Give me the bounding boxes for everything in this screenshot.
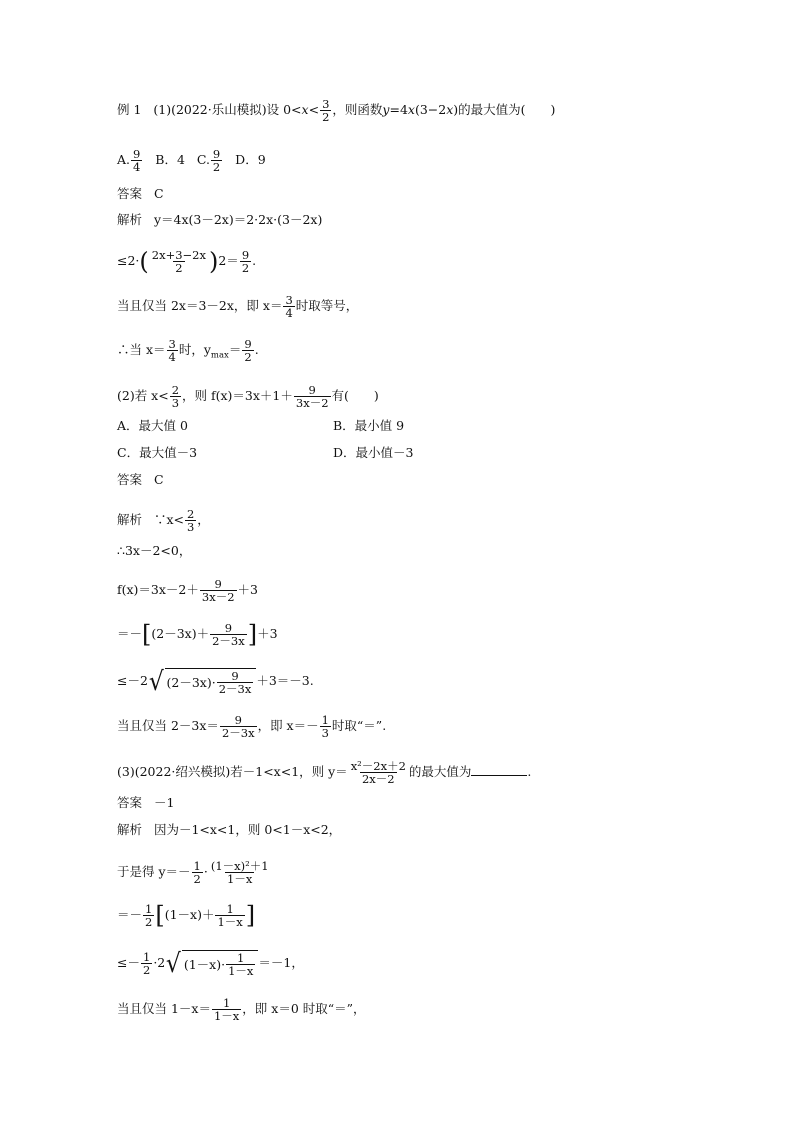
q2-option-d: D．最小值－3 [333,445,414,460]
example-label: 例 1 [117,102,142,117]
q3-analysis-line1: 解析 因为－1<x<1，则 0<1－x<2， [117,822,342,837]
q1-analysis-line3: 当且仅当 2x＝3－2x，即 x＝ $\frac{3}{4}$ 时取等号， [117,293,359,320]
q2-analysis-line1: 解析 ∵x< $\frac{2}{3}$ ， [117,507,210,534]
q1-analysis-line2: ≤2·( $\frac{2x+3-2x}{2}$ )2＝ $\frac{9}{2}$ . [117,247,257,276]
q2-answer: 答案 C [117,472,164,487]
q1-analysis-line1: 解析 y＝4x(3－2x)＝2·2x·(3－2x) [117,212,323,227]
q3-analysis-line4: ≤－ $\frac{1}{2}$ ·2 √ (1－x)· $\frac{1}{1-x}$ ＝－1， [117,948,304,979]
answer-blank [471,763,527,776]
option-b: B．4 [155,152,185,167]
option-c: C. $\frac{9}{2}$ [196,147,221,174]
q1-options [117,148,266,173]
q2-analysis-line4: ＝－[(2－3x)＋ $\frac{9}{2-3x}$ ]＋3 [117,620,278,649]
q2-analysis-line2: ∴3x－2<0， [117,543,192,558]
q2-analysis-line3: f(x)＝3x－2＋ $\frac{9}{3x-2}$ ＋3 [117,577,258,604]
q3-analysis-line5: 当且仅当 1－x＝ $\frac{1}{1-x}$ ，即 x＝0 时取“＝”， [117,996,366,1023]
fraction: $\frac{3}{2}$ [322,97,330,124]
q2-analysis-line5: ≤－2 √ (2－3x)· $\frac{9}{2-3x}$ ＋3＝－3. [117,666,314,697]
q2-option-c: C．最大值－3 [117,445,198,460]
q3-analysis-line3: ＝－ $\frac{1}{2}$ [(1－x)＋ $\frac{1}{1-x}$ ] [117,901,256,930]
q1-analysis-line4: ∴当 x＝ $\frac{3}{4}$ 时，$y_{max}=$ $\frac{9}{2}$ . [117,337,259,364]
option-a: A. $\frac{9}{4}$ [117,147,141,174]
option-d: D．9 [235,152,266,167]
q1-answer: 答案 C [117,186,164,201]
q2-analysis-line6: 当且仅当 2－3x＝ $\frac{9}{2-3x}$ ，即 x＝－ $\frac{1}{3}$ 时取“＝”. [117,713,387,740]
q2-stem: (2)若 x< $\frac{2}{3}$ ，则 f(x)＝3x＋1＋ $\frac{9}{3x-2}$ 有( ) [117,383,379,410]
q2-option-b: B．最小值 9 [333,418,405,433]
q2-option-a: A．最大值 0 [117,418,188,433]
q3-analysis-line2: 于是得 y＝－ $\frac{1}{2}$ · $\frac{\text{(1－x)²＋1}}{1-x}$ [117,859,269,886]
sqrt-sign: √ (1－x)· $\frac{1}{1-x}$ [165,950,258,977]
sqrt-sign: √ (2－3x)· $\frac{9}{2-3x}$ [148,668,256,695]
q1-stem: 例 1 (1)(2022·乐山模拟)设 0<x< $\frac{3}{2}$ ，则函数y=4x(3−2x)的最大值为( ) [117,97,556,124]
q3-stem: (3)(2022·绍兴模拟)若－1<x<1，则 y＝ $\frac{\text{x²－2x＋2}}{2x-2}$ 的最大值为 . [117,759,532,786]
q3-answer: 答案 －1 [117,795,175,810]
